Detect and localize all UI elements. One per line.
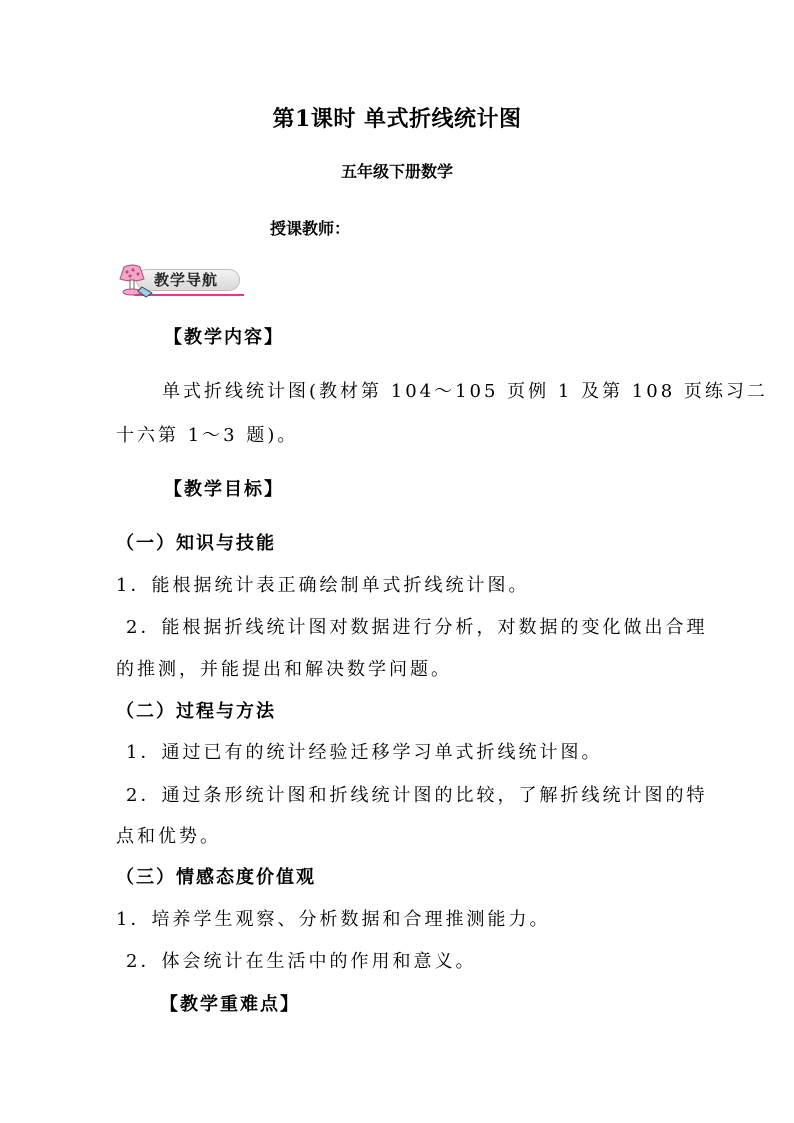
knowledge-item-2-line1: 2．能根据折线统计图对数据进行分析，对数据的变化做出合理 (126, 617, 708, 638)
teacher-label: 授课教师： (270, 219, 351, 238)
heading-teaching-goals: 【教学目标】 (164, 479, 284, 500)
process-item-2-line1: 2．通过条形统计图和折线统计图的比较，了解折线统计图的特 (126, 785, 708, 806)
lamp-icon (116, 263, 156, 299)
heading-key-difficulties: 【教学重难点】 (160, 994, 300, 1015)
subheading-process-methods: （二）过程与方法 (116, 701, 276, 722)
process-item-2-line2: 点和优势。 (116, 826, 221, 847)
knowledge-item-1: 1．能根据统计表正确绘制单式折线统计图。 (116, 575, 530, 596)
knowledge-item-2-line2: 的推测，并能提出和解决数学问题。 (116, 659, 452, 680)
badge-label: 教学导航 (154, 271, 219, 289)
page-title: 第1课时 单式折线统计图 (272, 106, 522, 132)
process-item-1: 1．通过已有的统计经验迁移学习单式折线统计图。 (126, 742, 603, 763)
heading-teaching-content: 【教学内容】 (164, 327, 284, 348)
content-text-line1: 单式折线统计图(教材第 104～105 页例 1 及第 108 页练习二 (162, 381, 768, 402)
page-subtitle: 五年级下册数学 (340, 162, 453, 181)
attitude-item-1: 1．培养学生观察、分析数据和合理推测能力。 (116, 909, 551, 930)
content-text-line2: 十六第 1～3 题)。 (116, 425, 299, 446)
subheading-attitude-values: （三）情感态度价值观 (116, 867, 316, 888)
subheading-knowledge-skills: （一）知识与技能 (116, 533, 276, 554)
teaching-nav-badge (116, 263, 244, 299)
attitude-item-2: 2．体会统计在生活中的作用和意义。 (126, 951, 477, 972)
